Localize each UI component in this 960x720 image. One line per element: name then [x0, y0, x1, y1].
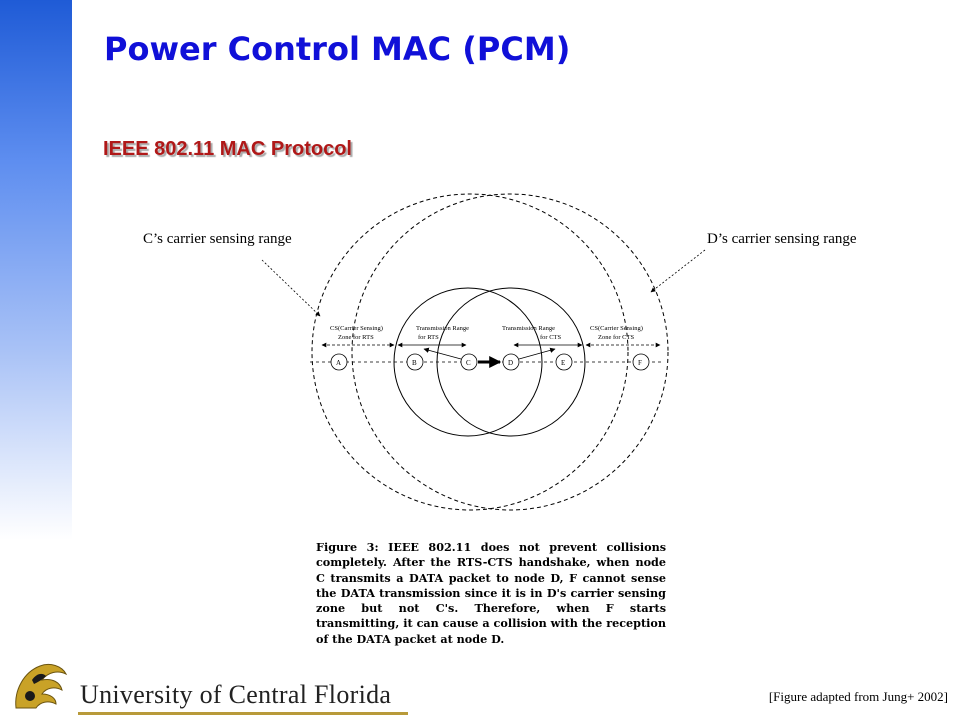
node-a [331, 354, 347, 370]
slide-title: Power Control MAC (PCM) [104, 30, 571, 68]
cs-right-label-2: Zone for CTS [598, 334, 635, 341]
tr-right-label-2: for CTS [540, 334, 562, 341]
node-b [407, 354, 423, 370]
node-d [503, 354, 519, 370]
cts-arrow [519, 349, 555, 359]
node-c [461, 354, 477, 370]
d-carrier-sensing-label: D’s carrier sensing range [707, 231, 857, 247]
university-name: University of Central Florida [80, 680, 392, 709]
svg-text:D: D [508, 359, 514, 367]
cs-left-label-2: Zone for RTS [338, 334, 374, 341]
cs-right-label-1: CS(Carrier Sensing) [590, 325, 643, 332]
ucf-pegasus-logo-icon [6, 650, 86, 720]
svg-text:E: E [561, 359, 566, 367]
c-carrier-sensing-circle [312, 194, 628, 510]
node-e [556, 354, 572, 370]
slide-subtitle: IEEE 802.11 MAC Protocol [103, 138, 352, 160]
d-range-pointer [651, 250, 705, 292]
node-f [633, 354, 649, 370]
footer [0, 650, 420, 720]
svg-text:C: C [466, 359, 471, 367]
c-carrier-sensing-label: C’s carrier sensing range [143, 231, 292, 247]
svg-text:A: A [336, 359, 342, 367]
tr-right-label-1: Transmission Range [502, 325, 556, 332]
rts-arrow [424, 349, 461, 359]
tr-left-label-1: Transmission Range [416, 325, 470, 332]
cs-left-label-1: CS(Carrier Sensing) [330, 325, 383, 332]
university-underline [78, 712, 408, 715]
c-range-pointer [262, 260, 320, 316]
d-carrier-sensing-circle [352, 194, 668, 510]
svg-text:F: F [638, 359, 642, 367]
tr-left-label-2: for RTS [418, 334, 439, 341]
figure-caption: Figure 3: IEEE 802.11 does not prevent collisions completely. After the RTS-CTS handshake, when node C transmits a DATA packet to node D, F cannot sense the DATA transmission since it is in D's carrier sensing zone but not C's. Therefore, when F starts transmitting, it can cause a collision with the reception of the DATA packet at node D. [316, 540, 666, 646]
svg-text:B: B [412, 359, 417, 367]
figure-credit: [Figure adapted from Jung+ 2002] [768, 689, 948, 704]
